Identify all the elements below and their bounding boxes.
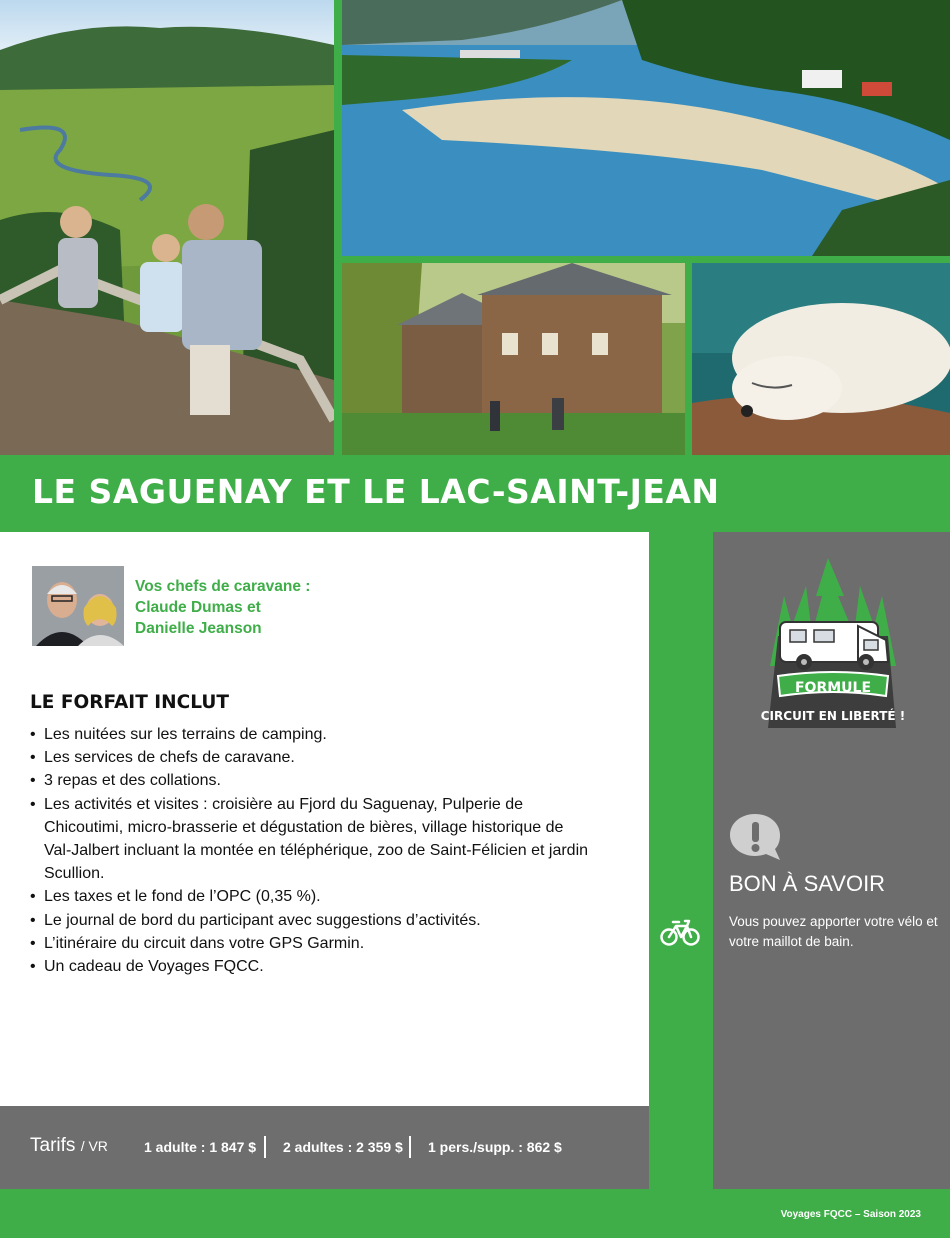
chefs-names-line2: Danielle Jeanson bbox=[135, 620, 262, 637]
bon-a-savoir-text: Vous pouvez apporter votre vélo et votre maillot de bain. bbox=[729, 914, 938, 949]
price-2-adults: 2 adultes : 2 359 $ bbox=[283, 1139, 403, 1155]
list-item: • Les nuitées sur les terrains de camping. bbox=[30, 723, 590, 746]
alert-speech-icon bbox=[728, 812, 786, 862]
photo-polar-bear bbox=[692, 263, 950, 455]
footer-credit: Voyages FQCC – Saison 2023 bbox=[780, 1209, 921, 1220]
list-item: • Le journal de bord du participant avec suggestions d’activités. bbox=[30, 909, 590, 932]
list-item: • Les taxes et le fond de l’OPC (0,35 %). bbox=[30, 885, 590, 908]
chefs-names-line1: Claude Dumas et bbox=[135, 599, 261, 616]
rv-badge-icon bbox=[758, 556, 908, 734]
list-item: • Un cadeau de Voyages FQCC. bbox=[30, 955, 590, 978]
price-separator bbox=[409, 1136, 411, 1158]
tarifs-title: Tarifs bbox=[30, 1135, 76, 1156]
photo-beach-fjord bbox=[342, 0, 950, 256]
forfait-heading: LE FORFAIT INCLUT bbox=[30, 692, 229, 713]
photo-lookout-family bbox=[0, 0, 334, 455]
chefs-photo bbox=[32, 566, 124, 646]
price-separator bbox=[264, 1136, 266, 1158]
list-item: • 3 repas et des collations. bbox=[30, 769, 590, 792]
tarifs-sub: / VR bbox=[80, 1138, 108, 1154]
badge-circuit: CIRCUIT EN LIBERTÉ ! bbox=[760, 709, 906, 723]
badge-formule: FORMULE bbox=[794, 680, 872, 696]
list-item: • L’itinéraire du circuit dans votre GPS Garmin. bbox=[30, 932, 590, 955]
list-item: • Les activités et visites : croisière au Fjord du Saguenay, Pulperie de Chicoutimi, micro-brasserie et dégustation de bières, village historique de Val-Jalbert incluant la montée en téléphérique, zoo de Saint-Félicien et jardin Scullion. bbox=[30, 793, 590, 886]
bon-a-savoir-heading: BON À SAVOIR bbox=[729, 871, 886, 896]
chefs-info bbox=[135, 576, 310, 639]
list-item: • Les services de chefs de caravane. bbox=[30, 746, 590, 769]
photo-val-jalbert-village bbox=[342, 263, 685, 455]
chefs-label: Vos chefs de caravane : bbox=[135, 578, 311, 595]
forfait-list bbox=[30, 723, 590, 978]
price-1-adult: 1 adulte : 1 847 $ bbox=[144, 1139, 257, 1155]
price-extra-person: 1 pers./supp. : 862 $ bbox=[428, 1139, 562, 1155]
bicycle-icon bbox=[660, 917, 700, 947]
tarifs-label bbox=[30, 1135, 108, 1157]
page-title: LE SAGUENAY ET LE LAC-SAINT-JEAN bbox=[32, 472, 720, 511]
